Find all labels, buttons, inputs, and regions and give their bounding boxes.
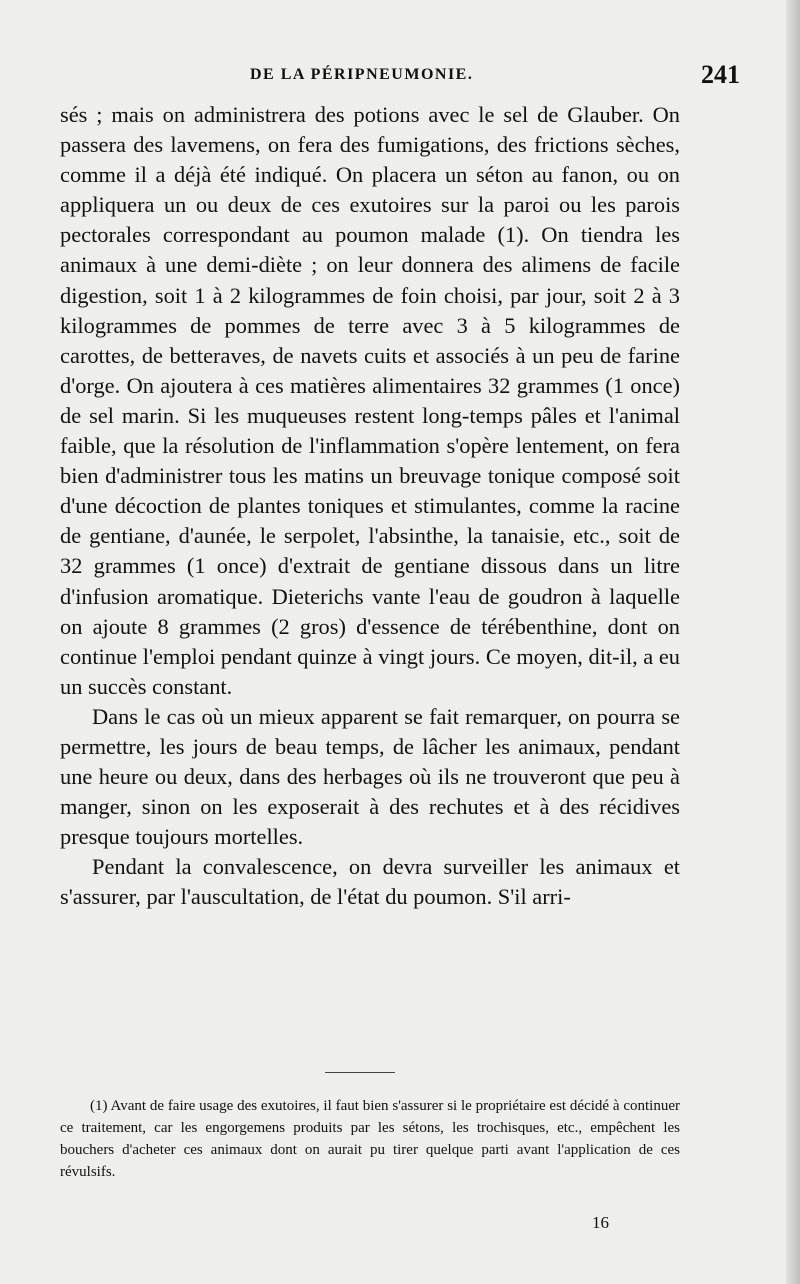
page-number: 241 [701, 60, 740, 89]
footnote: (1) Avant de faire usage des exutoires, il faut bien s'assurer si le propriétaire est décidé à continuer ce traitement, car les engorgemens produits par les sétons, les trochisques, etc., empêchent les bouchers d'acheter ces animaux dont on aurait pu tirer quelque parti avant l'application de ces révulsifs. [60, 1098, 680, 1180]
running-title: DE LA PÉRIPNEUMONIE. [250, 66, 474, 83]
body-text [60, 100, 680, 913]
paragraph-1: sés ; mais on administrera des potions avec le sel de Glauber. On passera des lavemens, on fera des fumigations, des frictions sèches, comme il a déjà été indiqué. On placera un séton au fanon, ou on appliquera un ou deux de ces exutoires sur la paroi ou les parois pectorales correspondant au poumon malade (1). On tiendra les animaux à une demi-diète ; on leur donnera des alimens de facile digestion, soit 1 à 2 kilogrammes de foin choisi, par jour, soit 2 à 3 kilogrammes de pommes de terre avec 3 à 5 kilogrammes de carottes, de betteraves, de navets cuits et associés à un peu de farine d'orge. On ajoutera à ces matières alimentaires 32 grammes (1 once) de sel marin. Si les muqueuses restent long-temps pâles et l'animal faible, que la résolution de l'inflammation s'opère lentement, on fera bien d'administrer tous les matins un breuvage tonique composé soit d'une décoction de plantes toniques et stimulantes, comme la racine de gentiane, d'aunée, le serpolet, l'absinthe, la tanaisie, etc., soit de 32 grammes (1 once) d'extrait de gentiane dissous dans un litre d'infusion aromatique. Dieterichs vante l'eau de goudron à laquelle on ajoute 8 grammes (2 gros) d'essence de térébenthine, dont on continue l'emploi pendant quinze à vingt jours. Ce moyen, dit-il, a eu un succès constant. [60, 102, 680, 699]
footnote-separator [325, 1072, 395, 1073]
paragraph-3: Pendant la convalescence, on devra surveiller les animaux et s'assurer, par l'auscultation, de l'état du poumon. S'il arri- [60, 854, 680, 910]
page-edge-shadow [786, 0, 800, 1284]
signature-mark: 16 [592, 1213, 609, 1232]
paragraph-2: Dans le cas où un mieux apparent se fait remarquer, on pourra se permettre, les jours de beau temps, de lâcher les animaux, pendant une heure ou deux, dans des herbages où ils ne trouveront que peu à manger, sinon on les exposerait à des rechutes et à des récidives presque toujours mortelles. [60, 703, 680, 850]
page-header [60, 60, 740, 94]
